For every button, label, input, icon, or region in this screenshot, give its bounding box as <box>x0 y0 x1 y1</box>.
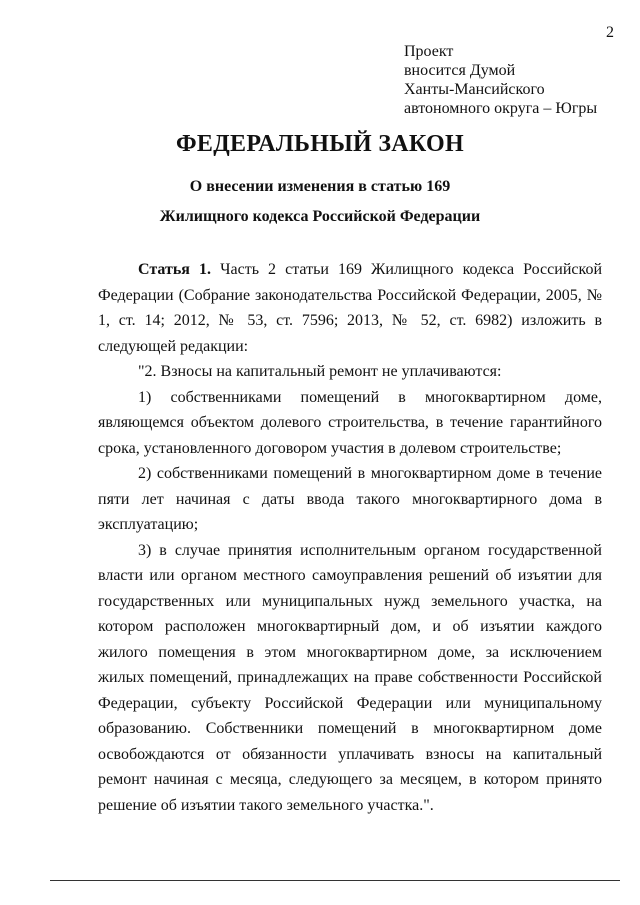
subtitle-line: О внесении изменения в статью 169 <box>189 178 451 195</box>
header-line: Ханты-Мансийского <box>404 81 545 98</box>
draft-header <box>404 42 597 118</box>
header-line: вносится Думой <box>404 62 516 79</box>
document-type-title: ФЕДЕРАЛЬНЫЙ ЗАКОН <box>176 131 464 157</box>
article-paragraph: 2) собственниками помещений в многоквартирном доме в течение пяти лет начиная с даты ввода такого многоквартирного дома в эксплуатацию; <box>98 465 602 533</box>
footer-rule <box>50 880 620 881</box>
article-heading: Статья 1. <box>138 261 212 278</box>
header-line: Проект <box>404 43 454 60</box>
article-paragraph: "2. Взносы на капитальный ремонт не уплачиваются: <box>138 363 502 380</box>
article-body <box>98 257 602 818</box>
page-number: 2 <box>606 24 614 41</box>
law-subtitle <box>0 172 640 232</box>
subtitle-line: Жилищного кодекса Российской Федерации <box>159 208 481 225</box>
article-paragraph: 3) в случае принятия исполнительным органом государственной власти или органом местного самоуправления решений об изъятии для государственных или муниципальных нужд земельного участка, на котором расположен многоквартирный дом, и об изъятии каждого жилого помещения в этом многоквартирном доме, за исключением жилых помещений, принадлежащих на праве собственности Российской Федерации, субъекту Российской Федерации или муниципальному образованию. Собственники помещений в многоквартирном доме освобождаются от обязанности уплачивать взносы на капитальный ремонт начиная с месяца, следующего за месяцем, в котором принято решение об изъятии такого земельного участка.". <box>98 541 602 814</box>
article-paragraph: 1) собственниками помещений в многоквартирном доме, являющемся объектом долевого строительства, в течение гарантийного срока, установленного договором участия в долевом строительстве; <box>98 388 602 457</box>
article-intro-text: Часть 2 статьи 169 Жилищного кодекса Российской Федерации (Собрание законодательства Российской Федерации, 2005, № 1, ст. 14; 2012, № 53, ст. 7596; 2013, № 52, ст. 6982) изложить в следующей редакции: <box>98 261 603 355</box>
header-line: автономного округа – Югры <box>404 100 598 117</box>
article-intro-paragraph <box>98 257 602 359</box>
